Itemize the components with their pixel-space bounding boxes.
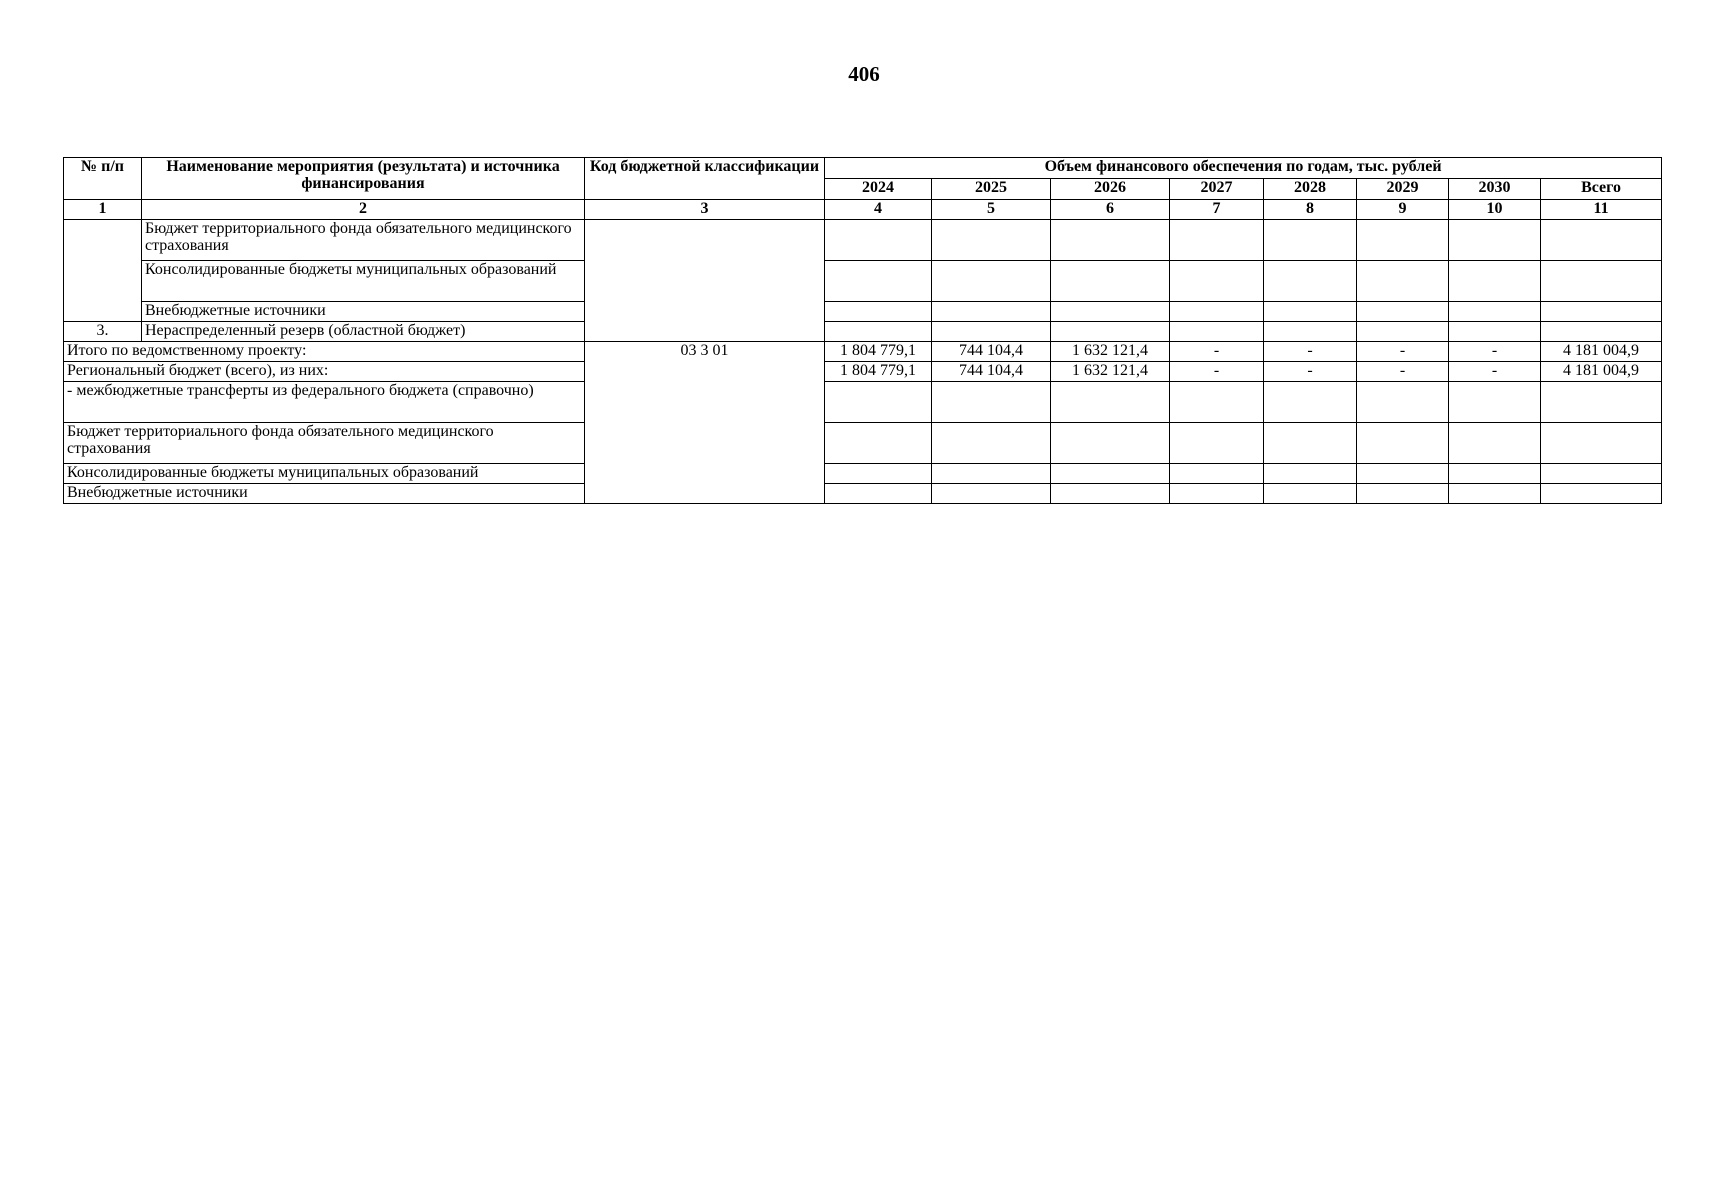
total-value-cell: 744 104,4: [932, 342, 1051, 362]
total-value-cell: [1051, 484, 1170, 504]
total-value-cell: [1264, 382, 1357, 423]
value-cell: [1051, 302, 1170, 322]
value-cell: [1541, 302, 1662, 322]
header-year: 2029: [1357, 179, 1449, 200]
totals-row: [64, 423, 1662, 464]
value-cell: [1170, 220, 1264, 261]
column-number: 7: [1170, 200, 1264, 220]
total-value-cell: [1051, 464, 1170, 484]
total-value-cell: 4 181 004,9: [1541, 342, 1662, 362]
row-name: Бюджет территориального фонда обязательного медицинского страхования: [142, 220, 585, 261]
value-cell: [932, 322, 1051, 342]
total-value-cell: [1449, 484, 1541, 504]
total-value-cell: [1264, 484, 1357, 504]
column-number: 3: [585, 200, 825, 220]
value-cell: [1051, 261, 1170, 302]
total-value-cell: [1541, 484, 1662, 504]
value-cell: [825, 322, 932, 342]
value-cell: [1264, 322, 1357, 342]
value-cell: [1051, 220, 1170, 261]
value-cell: [1541, 261, 1662, 302]
value-cell: [825, 302, 932, 322]
column-number: 2: [142, 200, 585, 220]
page-number: 406: [848, 62, 880, 86]
totals-code: 03 3 01: [585, 342, 825, 504]
total-value-cell: 1 804 779,1: [825, 342, 932, 362]
value-cell: [825, 261, 932, 302]
value-cell: [1357, 302, 1449, 322]
value-cell: [1541, 220, 1662, 261]
total-value-cell: 744 104,4: [932, 362, 1051, 382]
value-cell: [932, 220, 1051, 261]
total-row-name: - межбюджетные трансферты из федерального бюджета (справочно): [64, 382, 585, 423]
total-value-cell: -: [1264, 362, 1357, 382]
header-year: 2027: [1170, 179, 1264, 200]
value-cell: [932, 261, 1051, 302]
header-volume: Объем финансового обеспечения по годам, тыс. рублей: [825, 158, 1662, 179]
value-cell: [1170, 322, 1264, 342]
value-cell: [1170, 302, 1264, 322]
column-number: 1: [64, 200, 142, 220]
row-number: [64, 220, 142, 322]
value-cell: [1264, 302, 1357, 322]
total-value-cell: [1357, 464, 1449, 484]
value-cell: [1449, 302, 1541, 322]
total-value-cell: [1051, 423, 1170, 464]
value-cell: [1449, 322, 1541, 342]
total-value-cell: [1264, 464, 1357, 484]
total-value-cell: [825, 484, 932, 504]
total-value-cell: -: [1357, 342, 1449, 362]
total-value-cell: [1449, 464, 1541, 484]
value-cell: [1170, 261, 1264, 302]
header-year: 2024: [825, 179, 932, 200]
value-cell: [1449, 220, 1541, 261]
column-number: 4: [825, 200, 932, 220]
header-num: № п/п: [64, 158, 142, 200]
total-value-cell: [1170, 423, 1264, 464]
total-value-cell: [1357, 423, 1449, 464]
total-value-cell: -: [1449, 342, 1541, 362]
value-cell: [1357, 220, 1449, 261]
table-row: [64, 261, 1662, 302]
total-value-cell: [825, 423, 932, 464]
row-number: 3.: [64, 322, 142, 342]
total-value-cell: [1541, 382, 1662, 423]
row-code: [585, 220, 825, 342]
value-cell: [1449, 261, 1541, 302]
header-year: 2026: [1051, 179, 1170, 200]
total-row-name: Итого по ведомственному проекту:: [64, 342, 585, 362]
total-value-cell: [1051, 382, 1170, 423]
totals-row: [64, 484, 1662, 504]
header-total: Всего: [1541, 179, 1662, 200]
header-code: Код бюджетной классификации: [585, 158, 825, 200]
column-number: 6: [1051, 200, 1170, 220]
total-row-name: Консолидированные бюджеты муниципальных образований: [64, 464, 585, 484]
total-value-cell: [1170, 484, 1264, 504]
value-cell: [825, 220, 932, 261]
column-number: 9: [1357, 200, 1449, 220]
totals-row: [64, 382, 1662, 423]
total-value-cell: [932, 423, 1051, 464]
total-value-cell: -: [1357, 362, 1449, 382]
value-cell: [1541, 322, 1662, 342]
value-cell: [932, 302, 1051, 322]
total-value-cell: [1449, 382, 1541, 423]
total-row-name: Бюджет территориального фонда обязательного медицинского страхования: [64, 423, 585, 464]
column-number: 8: [1264, 200, 1357, 220]
column-number: 11: [1541, 200, 1662, 220]
value-cell: [1264, 220, 1357, 261]
total-value-cell: [825, 382, 932, 423]
total-value-cell: [932, 464, 1051, 484]
total-value-cell: [825, 464, 932, 484]
table-row: [64, 220, 1662, 261]
total-value-cell: [932, 484, 1051, 504]
totals-row: [64, 464, 1662, 484]
row-name: Внебюджетные источники: [142, 302, 585, 322]
header-year: 2030: [1449, 179, 1541, 200]
row-name: Нераспределенный резерв (областной бюджет): [142, 322, 585, 342]
row-name: Консолидированные бюджеты муниципальных образований: [142, 261, 585, 302]
totals-row: [64, 342, 1662, 362]
column-number: 5: [932, 200, 1051, 220]
total-value-cell: [1170, 464, 1264, 484]
total-value-cell: -: [1264, 342, 1357, 362]
column-number: 10: [1449, 200, 1541, 220]
value-cell: [1264, 261, 1357, 302]
value-cell: [1357, 322, 1449, 342]
total-value-cell: [1541, 423, 1662, 464]
total-value-cell: -: [1449, 362, 1541, 382]
total-value-cell: 4 181 004,9: [1541, 362, 1662, 382]
financing-table: [63, 157, 1662, 504]
total-value-cell: [1357, 484, 1449, 504]
totals-row: [64, 362, 1662, 382]
total-value-cell: [1541, 464, 1662, 484]
header-name: Наименование мероприятия (результата) и источника финансирования: [142, 158, 585, 200]
table-row: [64, 302, 1662, 322]
total-value-cell: -: [1170, 362, 1264, 382]
total-value-cell: [1170, 382, 1264, 423]
total-value-cell: 1 632 121,4: [1051, 362, 1170, 382]
header-year: 2025: [932, 179, 1051, 200]
total-value-cell: [1264, 423, 1357, 464]
value-cell: [1357, 261, 1449, 302]
total-value-cell: -: [1170, 342, 1264, 362]
total-row-name: Внебюджетные источники: [64, 484, 585, 504]
value-cell: [1051, 322, 1170, 342]
table-row: [64, 322, 1662, 342]
header-year: 2028: [1264, 179, 1357, 200]
total-value-cell: 1 804 779,1: [825, 362, 932, 382]
total-value-cell: 1 632 121,4: [1051, 342, 1170, 362]
total-value-cell: [932, 382, 1051, 423]
total-value-cell: [1449, 423, 1541, 464]
total-row-name: Региональный бюджет (всего), из них:: [64, 362, 585, 382]
total-value-cell: [1357, 382, 1449, 423]
